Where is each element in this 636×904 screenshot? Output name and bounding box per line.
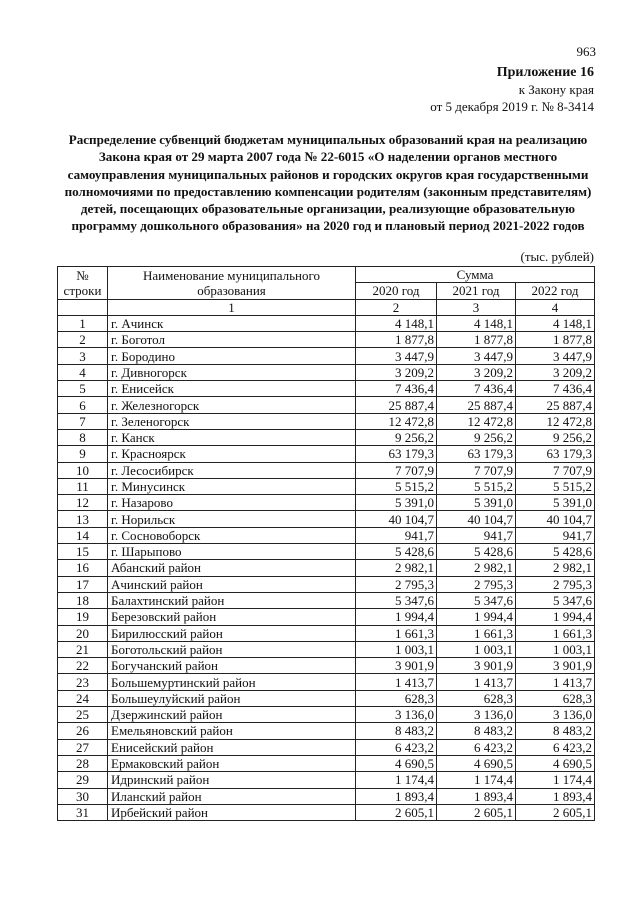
municipality-name: г. Красноярск bbox=[108, 446, 356, 462]
header-sum: Сумма bbox=[356, 267, 595, 283]
table-row bbox=[58, 658, 595, 674]
municipality-name: г. Боготол bbox=[108, 332, 356, 348]
municipality-name: г. Зеленогорск bbox=[108, 413, 356, 429]
row-number: 6 bbox=[58, 397, 108, 413]
row-number: 26 bbox=[58, 723, 108, 739]
value-2022: 12 472,8 bbox=[516, 413, 595, 429]
table-row bbox=[58, 576, 595, 592]
value-2020: 1 994,4 bbox=[356, 609, 437, 625]
col-number-0 bbox=[58, 299, 108, 315]
municipality-name: Боготольский район bbox=[108, 641, 356, 657]
value-2020: 4 148,1 bbox=[356, 315, 437, 331]
row-number: 27 bbox=[58, 739, 108, 755]
municipality-name: Емельяновский район bbox=[108, 723, 356, 739]
municipality-name: г. Минусинск bbox=[108, 478, 356, 494]
value-2020: 1 003,1 bbox=[356, 641, 437, 657]
units-label: (тыс. рублей) bbox=[520, 249, 594, 264]
value-2020: 1 661,3 bbox=[356, 625, 437, 641]
value-2020: 3 136,0 bbox=[356, 707, 437, 723]
table-row bbox=[58, 397, 595, 413]
value-2021: 4 690,5 bbox=[437, 755, 516, 771]
value-2021: 1 661,3 bbox=[437, 625, 516, 641]
value-2022: 1 174,4 bbox=[516, 772, 595, 788]
appendix-title: Приложение 16 bbox=[496, 65, 594, 80]
table-row bbox=[58, 674, 595, 690]
table-row bbox=[58, 348, 595, 364]
value-2022: 3 136,0 bbox=[516, 707, 595, 723]
table-row bbox=[58, 364, 595, 380]
header-2020: 2020 год bbox=[356, 283, 437, 299]
value-2022: 1 877,8 bbox=[516, 332, 595, 348]
row-number: 10 bbox=[58, 462, 108, 478]
value-2022: 3 447,9 bbox=[516, 348, 595, 364]
value-2020: 5 347,6 bbox=[356, 592, 437, 608]
value-2021: 3 901,9 bbox=[437, 658, 516, 674]
row-number: 24 bbox=[58, 690, 108, 706]
col-number-1: 1 bbox=[108, 299, 356, 315]
header-row-number-symbol: № bbox=[76, 267, 89, 283]
municipality-name: Ермаковский район bbox=[108, 755, 356, 771]
value-2022: 9 256,2 bbox=[516, 429, 595, 445]
row-number: 16 bbox=[58, 560, 108, 576]
value-2020: 25 887,4 bbox=[356, 397, 437, 413]
value-2020: 40 104,7 bbox=[356, 511, 437, 527]
value-2022: 628,3 bbox=[516, 690, 595, 706]
value-2021: 5 391,0 bbox=[437, 495, 516, 511]
municipality-name: г. Енисейск bbox=[108, 381, 356, 397]
col-number-2: 2 bbox=[356, 299, 437, 315]
municipality-name: г. Норильск bbox=[108, 511, 356, 527]
municipality-name: г. Дивногорск bbox=[108, 364, 356, 380]
municipality-name: Березовский район bbox=[108, 609, 356, 625]
value-2021: 3 447,9 bbox=[437, 348, 516, 364]
row-number: 31 bbox=[58, 804, 108, 820]
value-2020: 8 483,2 bbox=[356, 723, 437, 739]
row-number: 19 bbox=[58, 609, 108, 625]
value-2020: 2 982,1 bbox=[356, 560, 437, 576]
value-2021: 1 994,4 bbox=[437, 609, 516, 625]
value-2021: 2 982,1 bbox=[437, 560, 516, 576]
value-2020: 628,3 bbox=[356, 690, 437, 706]
value-2021: 4 148,1 bbox=[437, 315, 516, 331]
row-number: 7 bbox=[58, 413, 108, 429]
municipality-name: Идринский район bbox=[108, 772, 356, 788]
value-2022: 941,7 bbox=[516, 527, 595, 543]
value-2022: 3 901,9 bbox=[516, 658, 595, 674]
municipality-name: Иланский район bbox=[108, 788, 356, 804]
row-number: 5 bbox=[58, 381, 108, 397]
row-number: 13 bbox=[58, 511, 108, 527]
table-row bbox=[58, 462, 595, 478]
value-2022: 1 661,3 bbox=[516, 625, 595, 641]
value-2020: 1 877,8 bbox=[356, 332, 437, 348]
row-number: 12 bbox=[58, 495, 108, 511]
value-2022: 1 003,1 bbox=[516, 641, 595, 657]
row-number: 11 bbox=[58, 478, 108, 494]
value-2021: 9 256,2 bbox=[437, 429, 516, 445]
value-2021: 5 428,6 bbox=[437, 544, 516, 560]
appendix-law-ref: к Закону края bbox=[518, 82, 594, 97]
table-row bbox=[58, 804, 595, 820]
header-municipality-line1: Наименование муниципального bbox=[142, 267, 321, 283]
value-2022: 5 391,0 bbox=[516, 495, 595, 511]
value-2021: 63 179,3 bbox=[437, 446, 516, 462]
value-2020: 5 428,6 bbox=[356, 544, 437, 560]
table-row bbox=[58, 478, 595, 494]
row-number: 23 bbox=[58, 674, 108, 690]
municipality-name: г. Лесосибирск bbox=[108, 462, 356, 478]
value-2022: 7 436,4 bbox=[516, 381, 595, 397]
municipality-name: Енисейский район bbox=[108, 739, 356, 755]
value-2020: 12 472,8 bbox=[356, 413, 437, 429]
value-2022: 63 179,3 bbox=[516, 446, 595, 462]
header-row-number bbox=[58, 267, 108, 300]
row-number: 3 bbox=[58, 348, 108, 364]
subsidy-table bbox=[57, 266, 595, 821]
municipality-name: г. Железногорск bbox=[108, 397, 356, 413]
row-number: 1 bbox=[58, 315, 108, 331]
value-2021: 2 605,1 bbox=[437, 804, 516, 820]
value-2021: 12 472,8 bbox=[437, 413, 516, 429]
municipality-name: Дзержинский район bbox=[108, 707, 356, 723]
municipality-name: г. Бородино bbox=[108, 348, 356, 364]
value-2022: 2 605,1 bbox=[516, 804, 595, 820]
table-row bbox=[58, 592, 595, 608]
value-2022: 5 347,6 bbox=[516, 592, 595, 608]
document-title: Распределение субвенций бюджетам муниципальных образований края на реализацию Закона края от 29 марта 2007 года № 22-6015 «О наделении органов местного самоуправления муниципальных районов и городских округов края государственными полномочиями по предоставлению компенсации родителям (законным представителям) детей, посещающих образовательные организации, реализующие образовательную программу дошкольного образования» на 2020 год и плановый период 2021-2022 годов bbox=[64, 132, 592, 234]
value-2020: 5 515,2 bbox=[356, 478, 437, 494]
table-body bbox=[58, 315, 595, 820]
value-2022: 3 209,2 bbox=[516, 364, 595, 380]
value-2020: 1 893,4 bbox=[356, 788, 437, 804]
table-row bbox=[58, 495, 595, 511]
value-2022: 1 413,7 bbox=[516, 674, 595, 690]
row-number: 15 bbox=[58, 544, 108, 560]
value-2022: 5 428,6 bbox=[516, 544, 595, 560]
table-row bbox=[58, 772, 595, 788]
value-2021: 941,7 bbox=[437, 527, 516, 543]
row-number: 21 bbox=[58, 641, 108, 657]
col-number-3: 3 bbox=[437, 299, 516, 315]
value-2021: 25 887,4 bbox=[437, 397, 516, 413]
value-2021: 40 104,7 bbox=[437, 511, 516, 527]
value-2020: 941,7 bbox=[356, 527, 437, 543]
municipality-name: Бирилюсский район bbox=[108, 625, 356, 641]
header-municipality bbox=[108, 267, 356, 300]
value-2022: 8 483,2 bbox=[516, 723, 595, 739]
row-number: 9 bbox=[58, 446, 108, 462]
row-number: 28 bbox=[58, 755, 108, 771]
page-number: 963 bbox=[576, 44, 596, 59]
row-number: 22 bbox=[58, 658, 108, 674]
row-number: 14 bbox=[58, 527, 108, 543]
table-row bbox=[58, 560, 595, 576]
value-2021: 2 795,3 bbox=[437, 576, 516, 592]
table-row bbox=[58, 544, 595, 560]
value-2021: 7 707,9 bbox=[437, 462, 516, 478]
value-2020: 2 795,3 bbox=[356, 576, 437, 592]
value-2022: 1 994,4 bbox=[516, 609, 595, 625]
value-2021: 1 174,4 bbox=[437, 772, 516, 788]
table-row bbox=[58, 315, 595, 331]
table-row bbox=[58, 332, 595, 348]
municipality-name: Богучанский район bbox=[108, 658, 356, 674]
municipality-name: г. Шарыпово bbox=[108, 544, 356, 560]
value-2020: 7 707,9 bbox=[356, 462, 437, 478]
value-2020: 1 174,4 bbox=[356, 772, 437, 788]
value-2022: 40 104,7 bbox=[516, 511, 595, 527]
row-number: 17 bbox=[58, 576, 108, 592]
value-2020: 63 179,3 bbox=[356, 446, 437, 462]
value-2020: 1 413,7 bbox=[356, 674, 437, 690]
table-row bbox=[58, 511, 595, 527]
table-row bbox=[58, 755, 595, 771]
value-2020: 4 690,5 bbox=[356, 755, 437, 771]
municipality-name: г. Сосновоборск bbox=[108, 527, 356, 543]
value-2020: 3 209,2 bbox=[356, 364, 437, 380]
value-2022: 6 423,2 bbox=[516, 739, 595, 755]
municipality-name: г. Ачинск bbox=[108, 315, 356, 331]
value-2021: 5 515,2 bbox=[437, 478, 516, 494]
value-2020: 7 436,4 bbox=[356, 381, 437, 397]
row-number: 8 bbox=[58, 429, 108, 445]
value-2021: 5 347,6 bbox=[437, 592, 516, 608]
table-row bbox=[58, 707, 595, 723]
row-number: 20 bbox=[58, 625, 108, 641]
municipality-name: Абанский район bbox=[108, 560, 356, 576]
row-number: 29 bbox=[58, 772, 108, 788]
value-2022: 25 887,4 bbox=[516, 397, 595, 413]
row-number: 2 bbox=[58, 332, 108, 348]
row-number: 4 bbox=[58, 364, 108, 380]
value-2022: 2 982,1 bbox=[516, 560, 595, 576]
table-row bbox=[58, 723, 595, 739]
row-number: 25 bbox=[58, 707, 108, 723]
table-row bbox=[58, 429, 595, 445]
value-2021: 628,3 bbox=[437, 690, 516, 706]
table-row bbox=[58, 641, 595, 657]
table-row bbox=[58, 739, 595, 755]
col-number-4: 4 bbox=[516, 299, 595, 315]
value-2020: 3 447,9 bbox=[356, 348, 437, 364]
table-row bbox=[58, 788, 595, 804]
value-2022: 4 690,5 bbox=[516, 755, 595, 771]
header-2022: 2022 год bbox=[516, 283, 595, 299]
header-2021: 2021 год bbox=[437, 283, 516, 299]
value-2021: 1 877,8 bbox=[437, 332, 516, 348]
row-number: 30 bbox=[58, 788, 108, 804]
table-row bbox=[58, 527, 595, 543]
value-2022: 7 707,9 bbox=[516, 462, 595, 478]
table-row bbox=[58, 446, 595, 462]
municipality-name: г. Назарово bbox=[108, 495, 356, 511]
value-2021: 8 483,2 bbox=[437, 723, 516, 739]
header-municipality-line2: образования bbox=[197, 282, 266, 298]
table-row bbox=[58, 625, 595, 641]
value-2021: 3 209,2 bbox=[437, 364, 516, 380]
value-2022: 5 515,2 bbox=[516, 478, 595, 494]
municipality-name: Большемуртинский район bbox=[108, 674, 356, 690]
table-row bbox=[58, 609, 595, 625]
value-2020: 2 605,1 bbox=[356, 804, 437, 820]
municipality-name: Большеулуйский район bbox=[108, 690, 356, 706]
appendix-law-date: от 5 декабря 2019 г. № 8-3414 bbox=[430, 99, 594, 114]
value-2022: 4 148,1 bbox=[516, 315, 595, 331]
municipality-name: Ирбейский район bbox=[108, 804, 356, 820]
value-2021: 6 423,2 bbox=[437, 739, 516, 755]
value-2020: 5 391,0 bbox=[356, 495, 437, 511]
value-2020: 3 901,9 bbox=[356, 658, 437, 674]
table-row bbox=[58, 381, 595, 397]
municipality-name: Ачинский район bbox=[108, 576, 356, 592]
value-2022: 1 893,4 bbox=[516, 788, 595, 804]
table-row bbox=[58, 690, 595, 706]
municipality-name: г. Канск bbox=[108, 429, 356, 445]
appendix-header bbox=[430, 64, 594, 115]
value-2021: 1 413,7 bbox=[437, 674, 516, 690]
value-2021: 3 136,0 bbox=[437, 707, 516, 723]
header-row-number-label: строки bbox=[63, 282, 102, 298]
row-number: 18 bbox=[58, 592, 108, 608]
value-2021: 7 436,4 bbox=[437, 381, 516, 397]
value-2021: 1 003,1 bbox=[437, 641, 516, 657]
value-2020: 6 423,2 bbox=[356, 739, 437, 755]
municipality-name: Балахтинский район bbox=[108, 592, 356, 608]
value-2021: 1 893,4 bbox=[437, 788, 516, 804]
value-2022: 2 795,3 bbox=[516, 576, 595, 592]
value-2020: 9 256,2 bbox=[356, 429, 437, 445]
table-row bbox=[58, 413, 595, 429]
